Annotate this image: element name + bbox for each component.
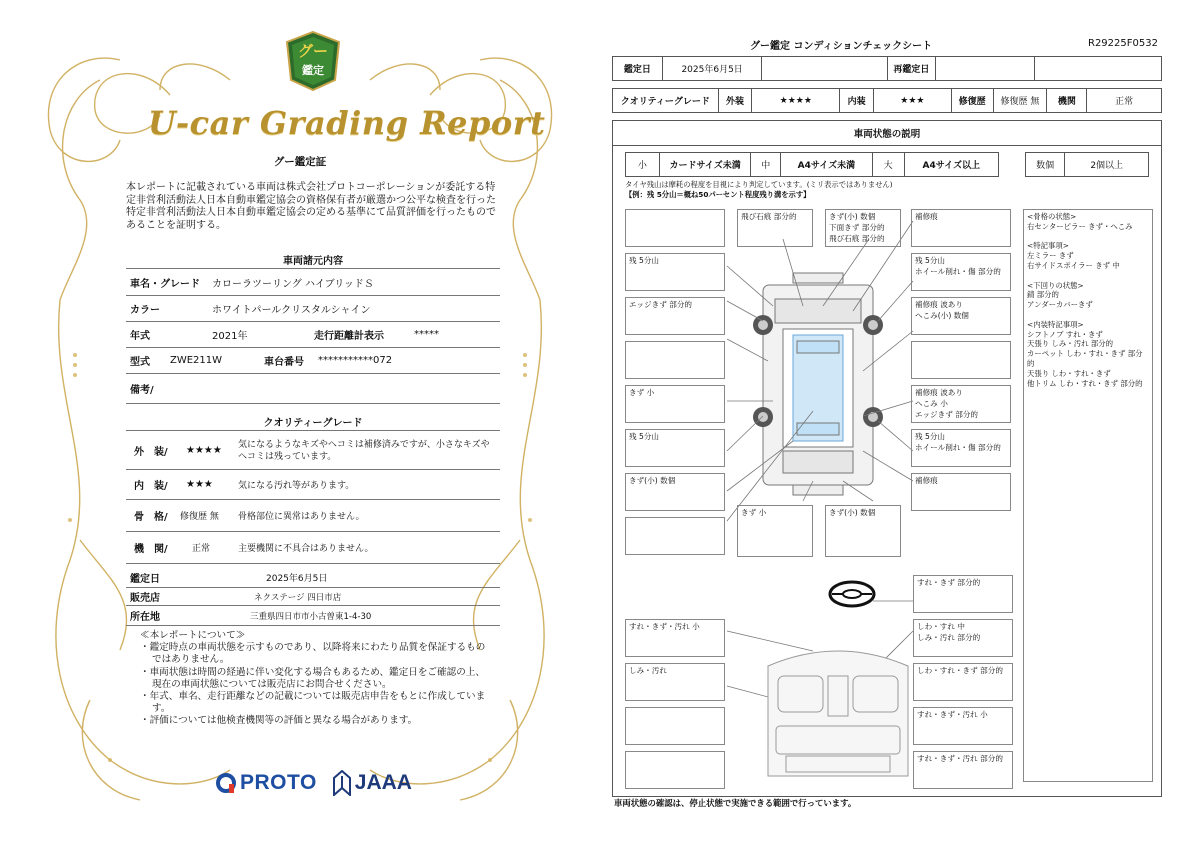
- condition-box: 飛び石痕 部分的: [737, 209, 813, 247]
- address-value: 三重県四日市市小古曽東1-4-30: [250, 611, 372, 622]
- spec-heading: 車両諸元内容: [283, 256, 343, 267]
- note-item: ・鑑定時点の車両状態を示すものであり、以降将来にわたり品質を保証するものではありません。: [140, 642, 486, 666]
- interior-box: すれ・きず・汚れ 小: [625, 619, 725, 657]
- date-value: 2025年6月5日: [266, 574, 328, 584]
- size-large-desc: A4サイズ以上: [922, 161, 980, 171]
- interior-box: しみ・汚れ: [625, 663, 725, 701]
- interior-box: [625, 707, 725, 745]
- proto-logo-text: PROTO: [240, 771, 317, 794]
- panel-title: 車両状態の説明: [613, 121, 1161, 146]
- interior-box: [625, 751, 725, 789]
- quality-row-interior: [126, 470, 500, 500]
- name-label: 車名・グレード: [130, 279, 200, 290]
- report-notes: [140, 630, 490, 728]
- dealer-label: 販売店: [130, 593, 160, 604]
- condition-box: 補修痕 波あり へこみ(小) 数個: [911, 297, 1011, 335]
- repair-value: 修復歴 無: [994, 89, 1048, 112]
- year-label: 年式: [130, 331, 150, 342]
- redate-value: [936, 57, 1036, 80]
- spec-row-year: [126, 322, 500, 348]
- quality-divider: [126, 430, 500, 431]
- condition-box: きず(小) 数個: [625, 473, 725, 511]
- frame-text: 骨格部位に異常はありません。: [238, 512, 365, 522]
- interior-box: しわ・すれ・きず 部分的: [913, 663, 1013, 701]
- car-interior-diagram: [758, 636, 918, 786]
- size-small-desc: カードサイズ未満: [660, 153, 752, 176]
- sheet-title: グー鑑定 コンディションチェックシート: [750, 41, 933, 52]
- interior-text: 気になる汚れ等があります。: [238, 481, 355, 491]
- document-id: R29225F0532: [1088, 38, 1158, 49]
- interior-box: しわ・すれ 中 しみ・汚れ 部分的: [913, 619, 1013, 657]
- note-item: ・評価については他検査機関等の評価と異なる場合があります。: [140, 715, 418, 727]
- redate-label: 再鑑定日: [888, 57, 936, 80]
- count-legend: [1025, 152, 1149, 177]
- chassis-label: 車台番号: [264, 357, 304, 368]
- condition-check-sheet: [600, 0, 1200, 848]
- spec-divider: [126, 268, 500, 269]
- condition-box: 残 5分山 ホイール削れ・傷 部分的: [911, 429, 1011, 467]
- grade-table: [612, 88, 1162, 113]
- color-value: ホワイトパールクリスタルシャイン: [212, 305, 371, 316]
- mileage-label: 走行距離計表示: [314, 331, 384, 342]
- count-desc: 2個以上: [1090, 161, 1124, 171]
- proto-mark-icon: [215, 772, 237, 794]
- certificate-text: 本レポートに記載されている車両は株式会社プロトコーポレーションが委託する特定非営利活動法人日本自動車鑑定協会の資格保有者が厳選かつ公平な検査を行った特定非営利活動法人日本自動車鑑定協会の定める基準にて品質評価を行ったものであることを証明する。: [126, 182, 496, 231]
- badge-bottom-text: 鑑定: [302, 64, 324, 77]
- notes-title: ≪本レポートについて≫: [140, 630, 246, 641]
- quality-row-frame: [126, 500, 500, 532]
- date-label: 鑑定日: [613, 57, 663, 80]
- interior-label: 内 装/: [134, 481, 168, 492]
- int-label: 内装: [840, 89, 874, 112]
- size-large: 大: [873, 153, 905, 176]
- remarks-label: 備考/: [130, 385, 154, 396]
- name-value: カローラツーリング ハイブリッドＳ: [212, 279, 374, 290]
- condition-box: 残 5分山 ホイール削れ・傷 部分的: [911, 253, 1011, 291]
- condition-box: [911, 341, 1011, 379]
- condition-panel: [612, 120, 1162, 797]
- model-value: ZWE211W: [170, 355, 223, 366]
- interior-stars: ★★★: [186, 479, 213, 490]
- date-label: 鑑定日: [130, 574, 160, 585]
- condition-box: [625, 517, 725, 555]
- repair-label: 修復歴: [952, 89, 994, 112]
- certificate-heading: グー鑑定証: [273, 156, 327, 168]
- mileage-value: *****: [414, 329, 439, 340]
- color-label: カラー: [130, 305, 160, 316]
- spec-row-color: [126, 296, 500, 322]
- exterior-text: 気になるようなキズやヘコミは補修済みですが、小さなキズやヘコミは残っています。: [238, 439, 490, 462]
- date-table: [612, 56, 1162, 81]
- condition-box: 補修痕 波あり へこみ 小 エッジきず 部分的: [911, 385, 1011, 423]
- chassis-value: ***********072: [318, 355, 393, 366]
- year-value: 2021年: [212, 331, 248, 342]
- exterior-stars: ★★★★: [186, 445, 222, 456]
- int-stars: ★★★: [874, 89, 952, 112]
- tire-note: タイヤ残山は摩耗の程度を目視により判定しています。(ミリ表示ではありません): [625, 180, 893, 189]
- dealer-value: ネクステージ 四日市店: [254, 592, 342, 603]
- special-notes: <骨格の状態> 右センターピラー きず・へこみ <特記事項> 左ミラー きず 右サイドスポイラー きず 中 <下回りの状態> 錆 部分的 アンダーカバーきず <内装特記事項> シフトノブ すれ・きず 天張り しみ・汚れ 部分的 カーペット しわ・すれ・きず 部分的 天張り しわ・すれ・きず 他トリム しわ・すれ・きず 部分的: [1023, 209, 1153, 782]
- quality-row-engine: [126, 532, 500, 564]
- jaaa-logo: [333, 770, 412, 796]
- size-mid: 中: [751, 153, 781, 176]
- address-label: 所在地: [130, 612, 160, 623]
- badge-top-text: グー: [297, 42, 328, 60]
- date-empty: [762, 57, 888, 80]
- engine-label: 機 関/: [134, 544, 168, 555]
- report-title: U-car Grading Report: [148, 104, 546, 142]
- tire-example: 【例：残 5分山＝概ね50パーセント程度残り溝を示す】: [625, 190, 811, 199]
- date-value: 2025年6月5日: [663, 57, 763, 80]
- proto-logo: [215, 771, 317, 795]
- condition-box: きず(小) 数個: [825, 505, 901, 557]
- condition-box: 残 5分山: [625, 253, 725, 291]
- size-small: 小: [626, 153, 660, 176]
- condition-box: 残 5分山: [625, 429, 725, 467]
- date-empty-2: [1035, 57, 1161, 80]
- grade-label: クオリティーグレード: [613, 89, 719, 112]
- footer-logos: [215, 770, 412, 796]
- frame-value: 修復歴 無: [180, 512, 219, 522]
- model-label: 型式: [130, 357, 150, 368]
- engine-label: 機関: [1047, 89, 1087, 112]
- engine-text: 主要機関に不具合はありません。: [238, 544, 374, 554]
- jaaa-mark-icon: [333, 770, 351, 796]
- condition-box: [625, 209, 725, 247]
- spec-row-name: [126, 270, 500, 296]
- exterior-label: 外 装/: [134, 447, 168, 458]
- goo-badge: [283, 30, 343, 92]
- spec-row-model: [126, 348, 500, 374]
- quality-row-exterior: [126, 432, 500, 470]
- condition-box: エッジきず 部分的: [625, 297, 725, 335]
- condition-box: 補修痕: [911, 473, 1011, 511]
- spec-row-remarks: [126, 374, 500, 404]
- engine-value: 正常: [1115, 97, 1134, 107]
- sheet-footer: 車両状態の確認は、停止状態で実施できる範囲で行っています。: [614, 798, 857, 808]
- frame-label: 骨 格/: [134, 512, 168, 523]
- engine-value: 正常: [192, 544, 211, 554]
- info-row-dealer: [126, 588, 500, 606]
- condition-box: きず(小) 数個 下面きず 部分的 飛び石痕 部分的: [825, 209, 901, 247]
- jaaa-logo-text: JAAA: [354, 771, 412, 794]
- interior-box: すれ・きず 部分的: [913, 575, 1013, 613]
- ext-stars: ★★★★: [752, 89, 840, 112]
- info-row-date: [126, 568, 500, 588]
- quality-heading: クオリティーグレード: [263, 418, 363, 429]
- note-item: ・車両状態は時間の経過に伴い変化する場合もあるため、鑑定日をご確認の上、現在の車両状態については販売店にお問合せください。: [140, 666, 485, 690]
- ext-label: 外装: [719, 89, 753, 112]
- size-mid-desc: A4サイズ未満: [781, 153, 873, 176]
- steering-wheel-icon: [827, 579, 877, 609]
- condition-box: きず 小: [737, 505, 813, 557]
- note-item: ・年式、車名、走行距離などの記載については販売店申告をもとに作成しています。: [140, 691, 486, 715]
- info-row-address: [126, 606, 500, 626]
- interior-box: すれ・きず・汚れ 小: [913, 707, 1013, 745]
- interior-box: すれ・きず・汚れ 部分的: [913, 751, 1013, 789]
- condition-box: 補修痕: [911, 209, 1011, 247]
- condition-box: きず 小: [625, 385, 725, 423]
- count-label: 数個: [1026, 153, 1065, 176]
- condition-box: [625, 341, 725, 379]
